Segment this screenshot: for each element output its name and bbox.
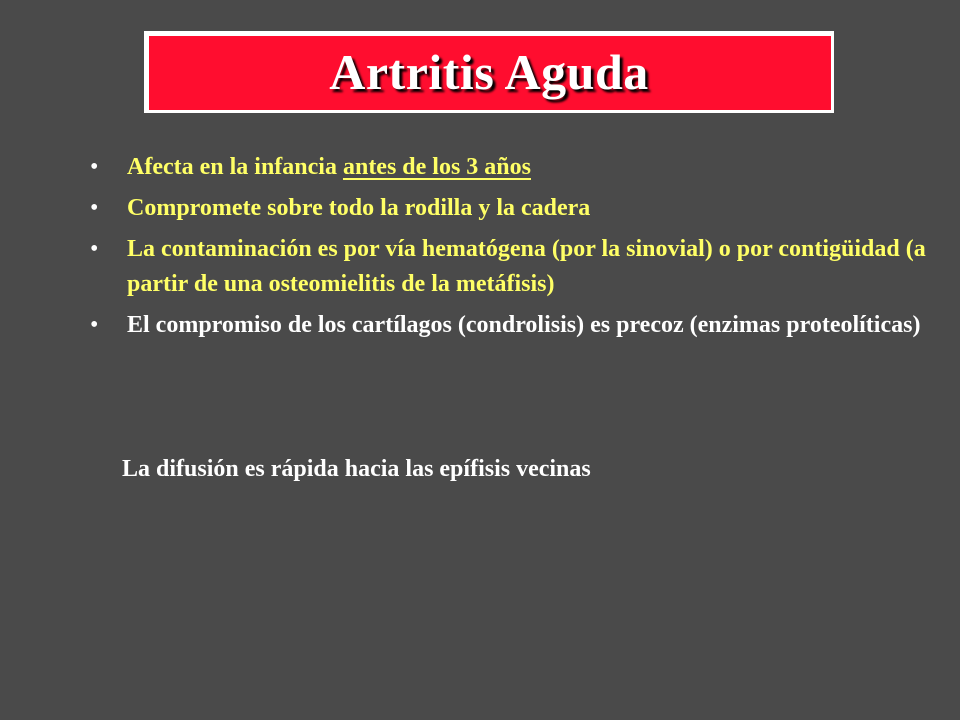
bullet-item (90, 191, 930, 226)
bullet-item (90, 150, 930, 185)
bullet-item (90, 308, 930, 343)
bullet-icon: • (90, 236, 99, 262)
bullet-text: El compromiso de los cartílagos (condrolisis) es precoz (enzimas proteolíticas) (127, 312, 921, 338)
bullet-icon: • (90, 154, 99, 180)
bullet-icon: • (90, 195, 99, 221)
slide-title-bar (144, 31, 834, 113)
summary-line: La difusión es rápida hacia las epífisis vecinas (122, 456, 591, 482)
bullet-item (90, 232, 930, 302)
bullet-list (90, 150, 930, 349)
slide-title: Artritis Aguda (329, 44, 649, 100)
bullet-text (127, 150, 930, 185)
bullet-text: Compromete sobre todo la rodilla y la cadera (127, 195, 591, 221)
bullet-text-underlined: antes de los 3 años (342, 154, 531, 180)
bullet-text-plain: Afecta en la infancia (127, 154, 343, 180)
bullet-text: La contaminación es por vía hematógena (por la sinovial) o por contigüidad (a partir de una osteomielitis de la metáfisis) (127, 236, 926, 297)
bullet-icon: • (90, 312, 99, 338)
